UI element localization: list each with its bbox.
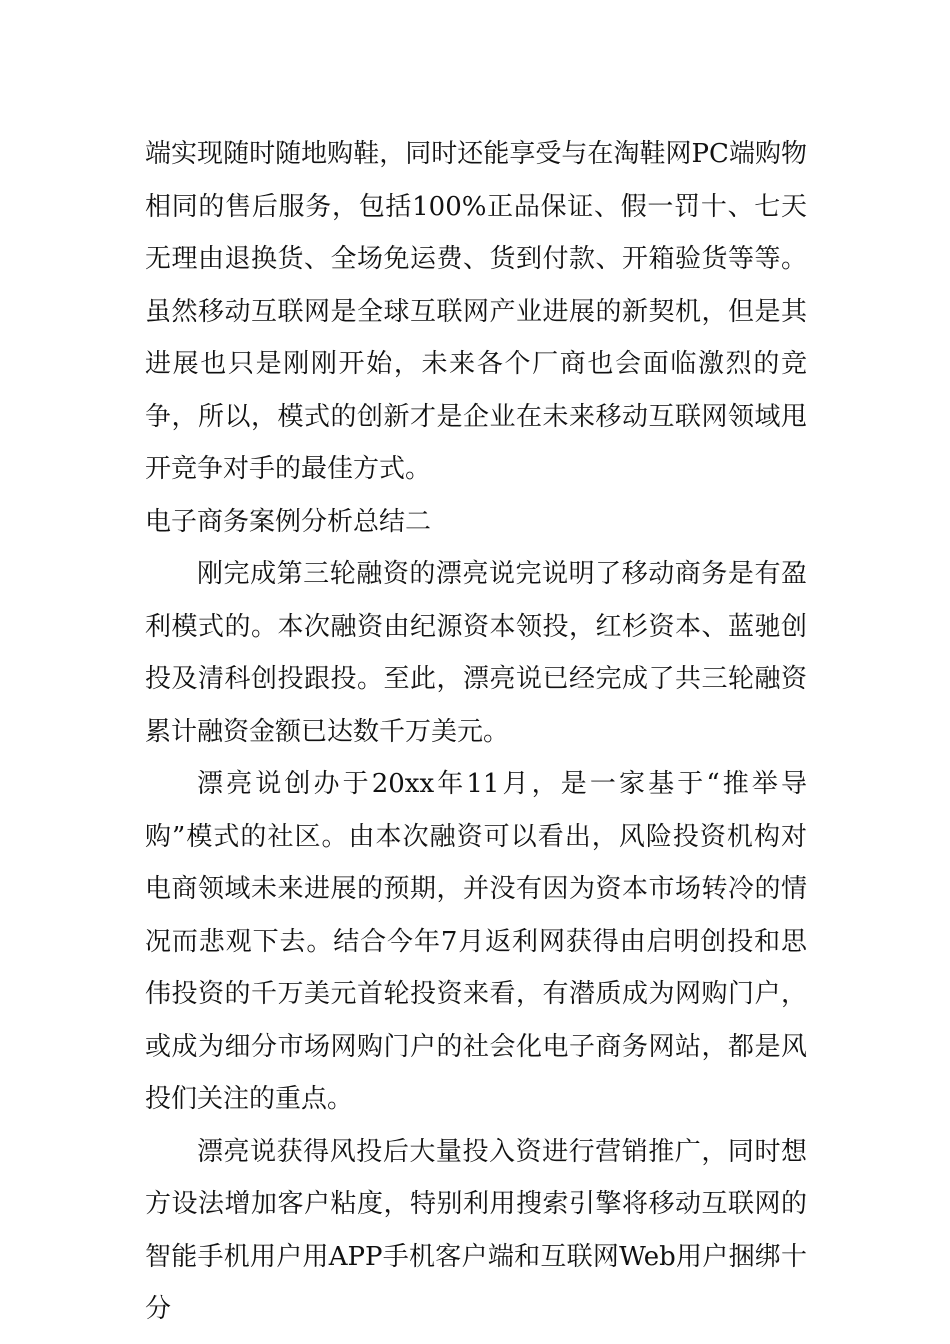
document-body [145, 128, 807, 1336]
continuation-paragraph: 端实现随时随地购鞋，同时还能享受与在淘鞋网PC端购物相同的售后服务，包括100%正品保证、假一罚十、七天无理由退换货、全场免运费、货到付款、开箱验货等等。虽然移动互联网是全球互联网产业进展的新契机，但是其进展也只是刚刚开始，未来各个厂商也会面临激烈的竞争，所以，模式的创新才是企业在未来移动互联网领域甩开竞争对手的最佳方式。 [145, 139, 807, 484]
section-heading: 电子商务案例分析总结二 [145, 506, 432, 537]
body-paragraph-2: 漂亮说创办于20xx年11月，是一家基于“推举导购”模式的社区。由本次融资可以看出，风险投资机构对电商领域未来进展的预期，并没有因为资本市场转冷的情况而悲观下去。结合今年7月返利网获得由启明创投和思伟投资的千万美元首轮投资来看，有潜质成为网购门户，或成为细分市场网购门户的社会化电子商务网站，都是风投们关注的重点。 [145, 769, 807, 1114]
body-paragraph-1: 刚完成第三轮融资的漂亮说完说明了移动商务是有盈利模式的。本次融资由纪源资本领投，红杉资本、蓝驰创投及清科创投跟投。至此，漂亮说已经完成了共三轮融资累计融资金额已达数千万美元。 [145, 559, 807, 747]
body-paragraph-3: 漂亮说获得风投后大量投入资进行营销推广，同时想方设法增加客户粘度，特别利用搜索引擎将移动互联网的智能手机用户用APP手机客户端和互联网Web用户捆绑十分 [145, 1136, 807, 1324]
